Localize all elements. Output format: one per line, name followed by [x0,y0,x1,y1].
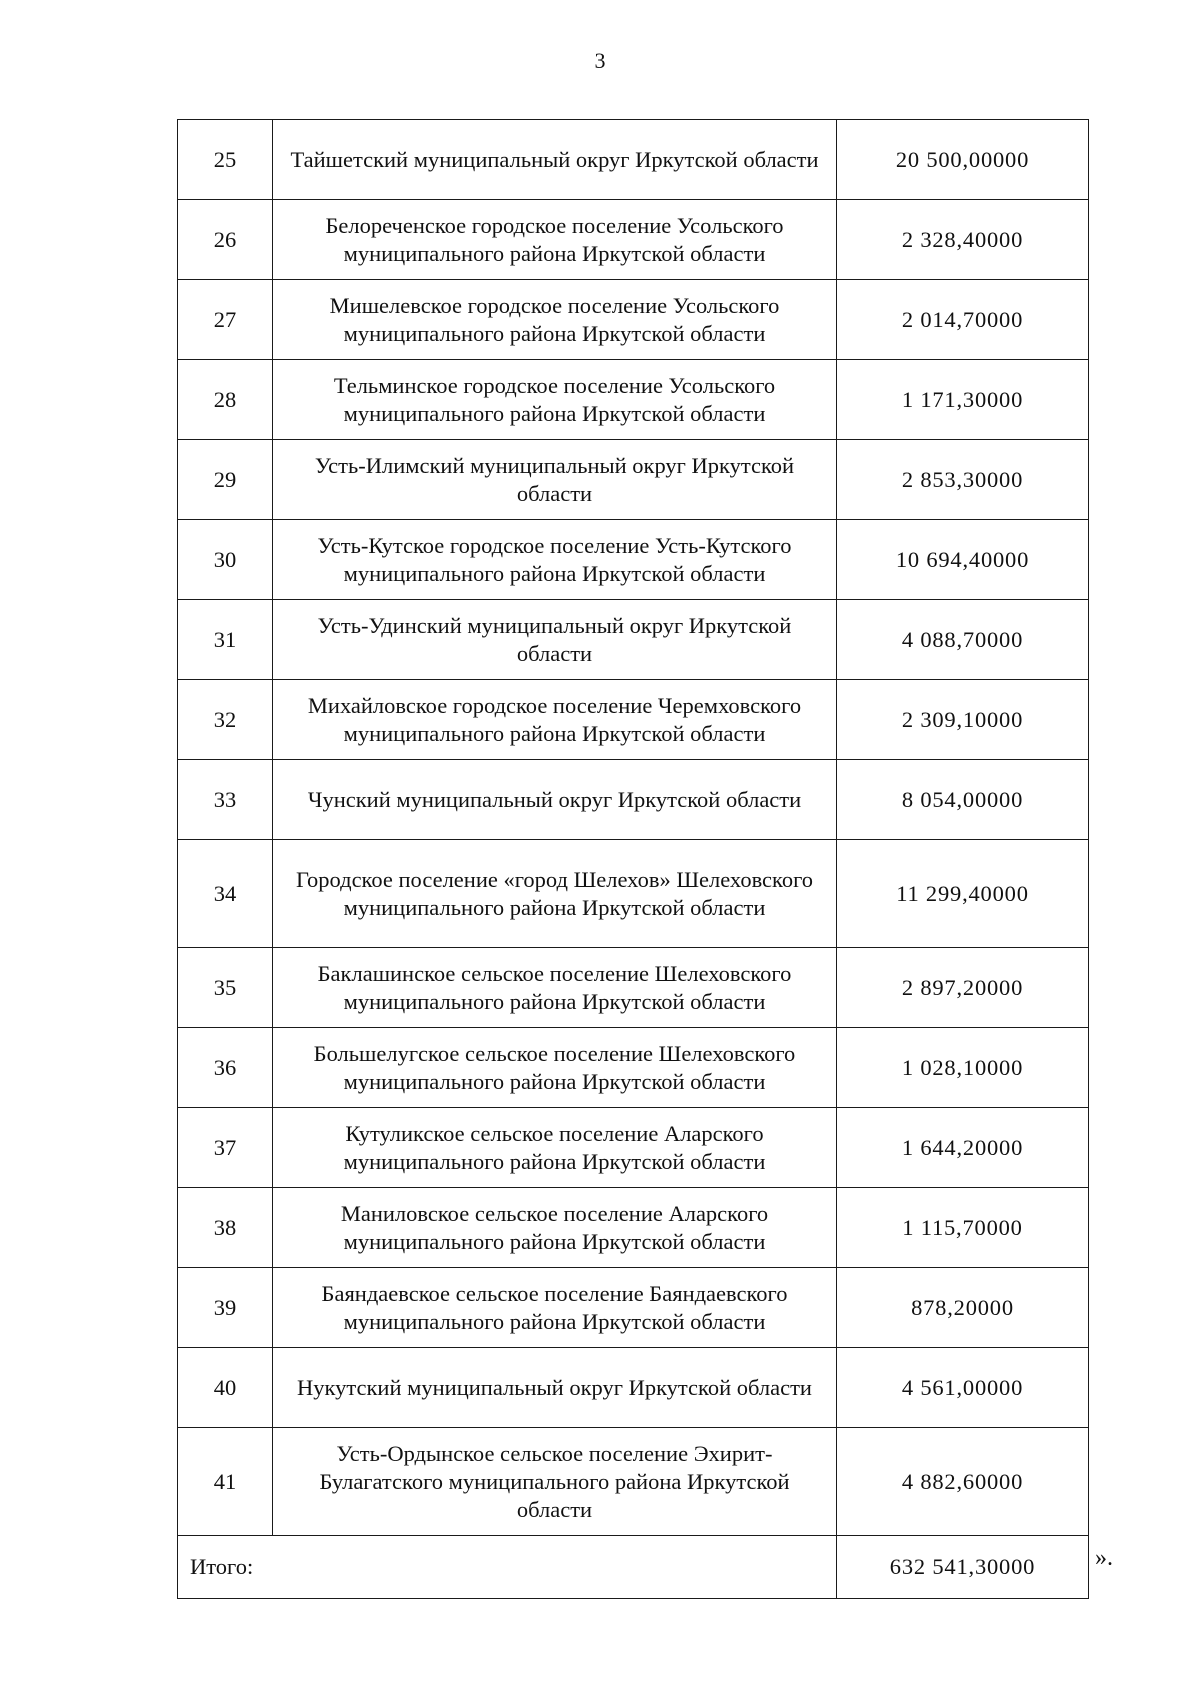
row-number: 31 [178,600,273,680]
municipality-name: Тайшетский муниципальный округ Иркутской области [273,120,837,200]
row-number: 39 [178,1268,273,1348]
amount-value: 2 014,70000 [837,280,1089,360]
municipality-name: Чунский муниципальный округ Иркутской области [273,760,837,840]
row-number: 35 [178,948,273,1028]
table-row [178,1268,1089,1348]
municipality-name: Усть-Ордынское сельское поселение Эхирит-Булагатского муниципального района Иркутской области [273,1428,837,1536]
row-number: 41 [178,1428,273,1536]
table-row [178,120,1089,200]
amount-value: 1 115,70000 [837,1188,1089,1268]
row-number: 26 [178,200,273,280]
municipality-name: Кутуликское сельское поселение Аларского муниципального района Иркутской области [273,1108,837,1188]
table-row [178,1108,1089,1188]
table-row [178,1028,1089,1108]
row-number: 30 [178,520,273,600]
amount-value: 8 054,00000 [837,760,1089,840]
amount-value: 1 171,30000 [837,360,1089,440]
table-row [178,680,1089,760]
amount-value: 1 028,10000 [837,1028,1089,1108]
amount-value: 4 561,00000 [837,1348,1089,1428]
row-number: 27 [178,280,273,360]
amount-value: 2 309,10000 [837,680,1089,760]
total-amount: 632 541,30000 [837,1536,1089,1599]
row-number: 40 [178,1348,273,1428]
total-row [178,1536,1089,1599]
amount-value: 2 853,30000 [837,440,1089,520]
amount-value: 4 088,70000 [837,600,1089,680]
amount-value: 20 500,00000 [837,120,1089,200]
municipality-name: Михайловское городское поселение Черемховского муниципального района Иркутской области [273,680,837,760]
municipality-name: Баяндаевское сельское поселение Баяндаевского муниципального района Иркутской области [273,1268,837,1348]
municipality-name: Большелугское сельское поселение Шелеховского муниципального района Иркутской области [273,1028,837,1108]
page-number: 3 [594,48,606,73]
amount-value: 2 328,40000 [837,200,1089,280]
allocation-table [177,119,1089,1599]
municipality-name: Тельминское городское поселение Усольского муниципального района Иркутской области [273,360,837,440]
row-number: 28 [178,360,273,440]
table-row [178,360,1089,440]
amount-value: 1 644,20000 [837,1108,1089,1188]
municipality-name: Городское поселение «город Шелехов» Шелеховского муниципального района Иркутской области [273,840,837,948]
table-row [178,840,1089,948]
municipality-name: Белореченское городское поселение Усольского муниципального района Иркутской области [273,200,837,280]
table-row [178,1428,1089,1536]
amount-value: 4 882,60000 [837,1428,1089,1536]
row-number: 34 [178,840,273,948]
closing-quote: ». [1095,1545,1113,1571]
municipality-name: Баклашинское сельское поселение Шелеховского муниципального района Иркутской области [273,948,837,1028]
amount-value: 10 694,40000 [837,520,1089,600]
table-row [178,200,1089,280]
amount-value: 11 299,40000 [837,840,1089,948]
table-row [178,948,1089,1028]
table-row [178,520,1089,600]
row-number: 25 [178,120,273,200]
table-row [178,280,1089,360]
row-number: 29 [178,440,273,520]
municipality-name: Усть-Кутское городское поселение Усть-Кутского муниципального района Иркутской области [273,520,837,600]
municipality-name: Усть-Илимский муниципальный округ Иркутской области [273,440,837,520]
table-row [178,440,1089,520]
table-row [178,600,1089,680]
row-number: 38 [178,1188,273,1268]
table-row [178,760,1089,840]
row-number: 32 [178,680,273,760]
row-number: 36 [178,1028,273,1108]
row-number: 33 [178,760,273,840]
table-row [178,1188,1089,1268]
amount-value: 2 897,20000 [837,948,1089,1028]
amount-value: 878,20000 [837,1268,1089,1348]
table-row [178,1348,1089,1428]
municipality-name: Маниловское сельское поселение Аларского муниципального района Иркутской области [273,1188,837,1268]
total-label: Итого: [178,1536,837,1599]
municipality-name: Усть-Удинский муниципальный округ Иркутской области [273,600,837,680]
municipality-name: Нукутский муниципальный округ Иркутской области [273,1348,837,1428]
row-number: 37 [178,1108,273,1188]
municipality-name: Мишелевское городское поселение Усольского муниципального района Иркутской области [273,280,837,360]
